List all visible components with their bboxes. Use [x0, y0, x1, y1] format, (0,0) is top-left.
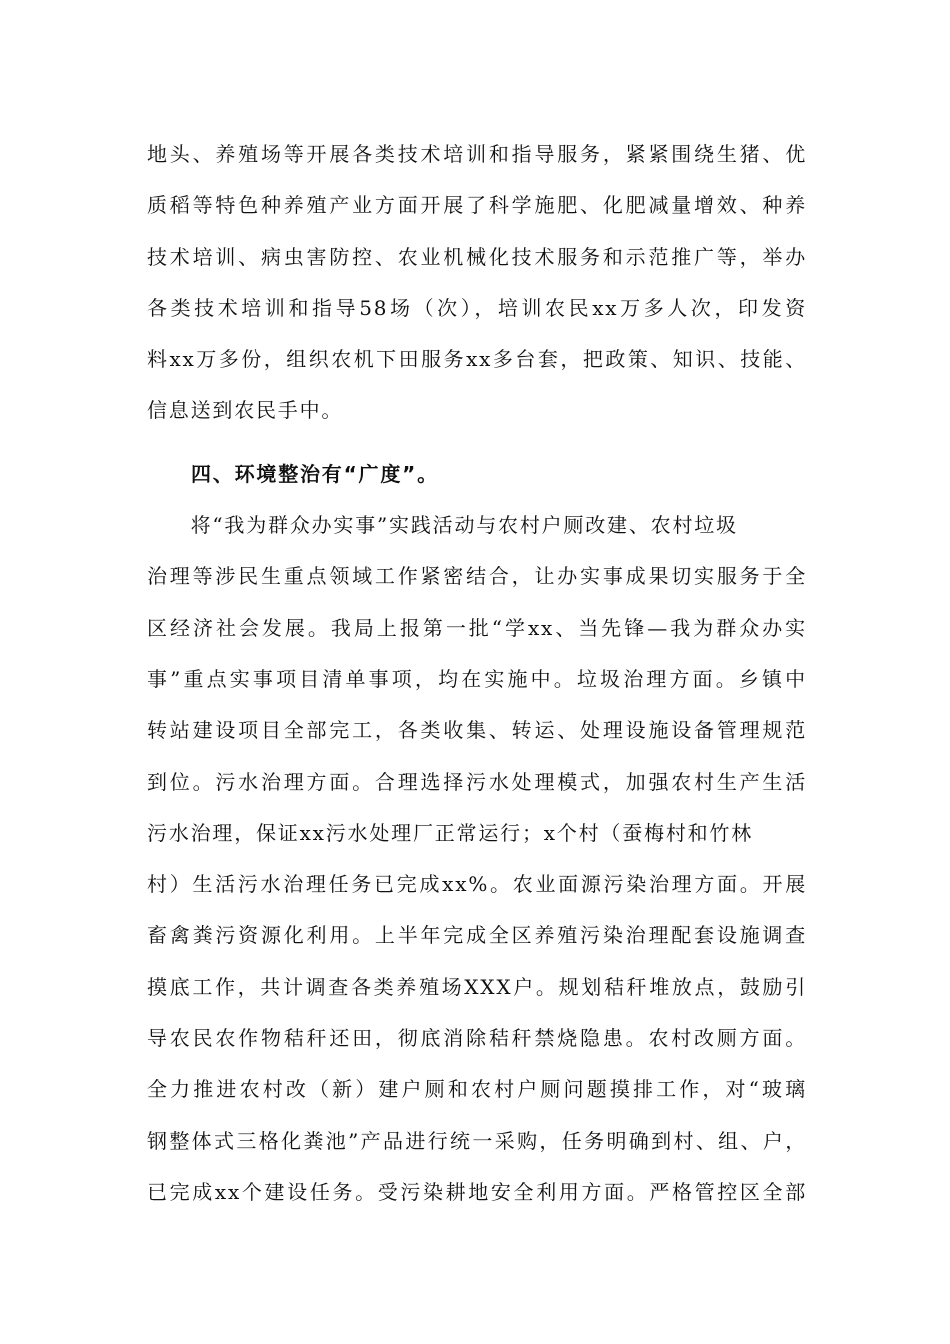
section-heading: 四、环境整治有“广度”。: [191, 461, 439, 486]
text-line: 事”重点实事项目清单事项，均在实施中。垃圾治理方面。乡镇中: [147, 666, 807, 691]
paragraph-environment-improvement: [147, 500, 807, 1218]
text-line: 技术培训、病虫害防控、农业机械化技术服务和示范推广等，举办: [147, 244, 807, 269]
text-line: 污水治理，保证xx污水处理厂正常运行；x个村（蚕梅村和竹林: [147, 820, 754, 845]
text-line: 区经济社会发展。我局上报第一批“学xx、当先锋—我为群众办实: [147, 615, 807, 640]
text-line: 全力推进农村改（新）建户厕和农村户厕问题摸排工作，对“玻璃: [147, 1077, 807, 1102]
text-line: 治理等涉民生重点领域工作紧密结合，让办实事成果切实服务于全: [147, 564, 807, 589]
text-line: 地头、养殖场等开展各类技术培训和指导服务，紧紧围绕生猪、优: [147, 142, 807, 166]
text-line: 已完成xx个建设任务。受污染耕地安全利用方面。严格管控区全部: [147, 1179, 807, 1204]
text-line: 各类技术培训和指导58场（次），培训农民xx万多人次，印发资: [147, 295, 807, 320]
text-line: 畜禽粪污资源化利用。上半年完成全区养殖污染治理配套设施调查: [147, 923, 807, 948]
text-line: 村）生活污水治理任务已完成xx%。农业面源污染治理方面。开展: [147, 872, 807, 897]
text-line: 摸底工作，共计调查各类养殖场XXX户。规划秸秆堆放点，鼓励引: [147, 974, 807, 999]
text-line: 钢整体式三格化粪池”产品进行统一采购，任务明确到村、组、户，: [147, 1128, 807, 1153]
text-line: 导农民农作物秸秆还田，彻底消除秸秆禁烧隐患。农村改厕方面。: [147, 1026, 807, 1051]
text-line: 料xx万多份，组织农机下田服务xx多台套，把政策、知识、技能、: [147, 347, 807, 372]
text-line: 质稻等特色种养殖产业方面开展了科学施肥、化肥减量增效、种养: [147, 193, 807, 218]
document-body: [147, 129, 807, 1218]
text-line: 信息送到农民手中。: [147, 398, 344, 423]
text-line: 将“我为群众办实事”实践活动与农村户厕改建、农村垃圾: [147, 513, 738, 538]
paragraph-technical-training: [147, 129, 807, 437]
text-line: 转站建设项目全部完工，各类收集、转运、处理设施设备管理规范: [147, 718, 807, 743]
text-line: 到位。污水治理方面。合理选择污水处理模式，加强农村生产生活: [147, 769, 807, 794]
